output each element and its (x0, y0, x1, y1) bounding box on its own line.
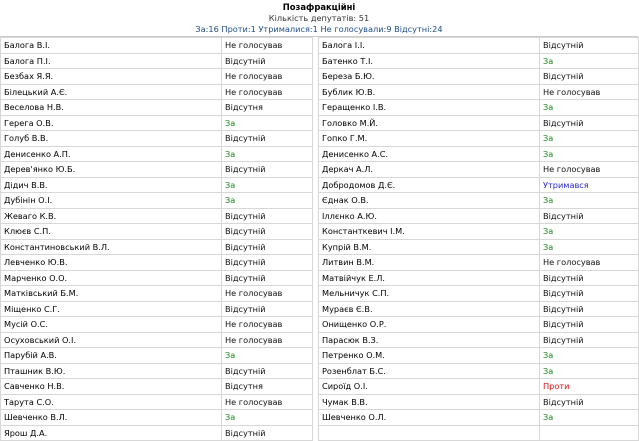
vote-result: Не голосував (222, 286, 313, 302)
deputy-name: Батенко Т.І. (319, 53, 540, 69)
deputy-name: Геращенко І.В. (319, 100, 540, 116)
deputy-name: Головко М.Й. (319, 115, 540, 131)
vote-result: Відсутній (222, 363, 313, 379)
table-row (1, 193, 639, 209)
deputy-name: Литвин В.М. (319, 255, 540, 271)
vote-result: За (540, 363, 639, 379)
table-row (1, 115, 639, 131)
deputy-name: Денисенко А.С. (319, 146, 540, 162)
table-row (1, 146, 639, 162)
table-row (1, 425, 639, 441)
vote-result: Не голосував (540, 255, 639, 271)
vote-result: Відсутній (540, 270, 639, 286)
deputy-name: Деркач А.Л. (319, 162, 540, 178)
vote-result: Відсутній (222, 425, 313, 441)
vote-result: Не голосував (222, 84, 313, 100)
deputy-name: Безбах Я.Я. (1, 69, 222, 85)
table-row (1, 131, 639, 147)
table-row (1, 84, 639, 100)
vote-result: За (540, 146, 639, 162)
vote-result: Відсутній (222, 131, 313, 147)
vote-result: За (540, 410, 639, 426)
deputy-name: Гопко Г.М. (319, 131, 540, 147)
deputy-name: Єднак О.В. (319, 193, 540, 209)
table-row (1, 224, 639, 240)
deputy-name: Дубінін О.І. (1, 193, 222, 209)
vote-result: Не голосував (222, 38, 313, 54)
table-row (1, 208, 639, 224)
vote-result: За (222, 146, 313, 162)
empty-cell (540, 425, 639, 441)
vote-result: Відсутній (540, 301, 639, 317)
vote-result: Відсутній (222, 270, 313, 286)
vote-result: Відсутній (540, 208, 639, 224)
empty-cell (319, 425, 540, 441)
vote-result: За (540, 131, 639, 147)
vote-result: Відсутній (540, 394, 639, 410)
deputy-name: Марченко О.О. (1, 270, 222, 286)
deputy-name: Мусій О.С. (1, 317, 222, 333)
table-row (1, 270, 639, 286)
vote-result: Відсутній (222, 53, 313, 69)
deputy-name: Константкевич І.М. (319, 224, 540, 240)
vote-result: Відсутній (222, 239, 313, 255)
table-row (1, 332, 639, 348)
table-row (1, 162, 639, 178)
deputy-name: Шевченко В.Л. (1, 410, 222, 426)
table-row (1, 255, 639, 271)
faction-title: Позафракційні (282, 2, 356, 12)
deputy-name: Осуховський О.І. (1, 332, 222, 348)
table-row (1, 348, 639, 364)
deputy-name: Левченко Ю.В. (1, 255, 222, 271)
vote-result: За (222, 115, 313, 131)
vote-result: Відсутня (222, 379, 313, 395)
deputy-name: Чумак В.В. (319, 394, 540, 410)
vote-result: Відсутній (222, 208, 313, 224)
vote-result: Не голосував (222, 69, 313, 85)
vote-result: Утримався (540, 177, 639, 193)
vote-result: За (540, 100, 639, 116)
deputy-name: Парубій А.В. (1, 348, 222, 364)
vote-result: Не голосував (222, 317, 313, 333)
table-row (1, 177, 639, 193)
votes-table-body (1, 38, 639, 441)
faction-header (0, 0, 638, 37)
table-row (1, 394, 639, 410)
deputy-name: Герега О.В. (1, 115, 222, 131)
deputy-name: Розенблат Б.С. (319, 363, 540, 379)
table-row (1, 301, 639, 317)
vote-result: Відсутній (540, 317, 639, 333)
vote-result: Відсутній (222, 224, 313, 240)
deputy-name: Сироїд О.І. (319, 379, 540, 395)
deputy-count: Кількість депутатів: 51 (268, 13, 370, 23)
table-row (1, 100, 639, 116)
vote-result: Відсутній (222, 301, 313, 317)
table-row (1, 379, 639, 395)
vote-result: Не голосував (540, 84, 639, 100)
deputy-name: Береза Б.Ю. (319, 69, 540, 85)
vote-result: Відсутній (540, 38, 639, 54)
vote-result: Не голосував (222, 332, 313, 348)
deputy-name: Білецький А.Є. (1, 84, 222, 100)
vote-result: Не голосував (222, 394, 313, 410)
vote-result: Відсутній (540, 115, 639, 131)
deputy-name: Матвійчук Е.Л. (319, 270, 540, 286)
deputy-name: Іллєнко А.Ю. (319, 208, 540, 224)
deputy-name: Голуб В.В. (1, 131, 222, 147)
vote-result: Відсутня (222, 100, 313, 116)
deputy-name: Купрій В.М. (319, 239, 540, 255)
vote-summary: За:16 Проти:1 Утрималися:1 Не голосували:9 Відсутні:24 (195, 24, 443, 34)
table-row (1, 286, 639, 302)
deputy-name: Балога В.І. (1, 38, 222, 54)
vote-result: За (540, 348, 639, 364)
deputy-name: Тарута С.О. (1, 394, 222, 410)
vote-result: За (540, 53, 639, 69)
table-row (1, 53, 639, 69)
table-row (1, 239, 639, 255)
vote-result: За (222, 410, 313, 426)
vote-result: Відсутній (540, 332, 639, 348)
deputy-name: Шевченко О.Л. (319, 410, 540, 426)
deputy-name: Петренко О.М. (319, 348, 540, 364)
deputy-name: Константиновський В.Л. (1, 239, 222, 255)
vote-result: За (540, 193, 639, 209)
deputy-name: Онищенко О.Р. (319, 317, 540, 333)
deputy-name: Бублик Ю.В. (319, 84, 540, 100)
deputy-name: Клюєв С.П. (1, 224, 222, 240)
vote-result: Відсутній (540, 286, 639, 302)
deputy-name: Матківський Б.М. (1, 286, 222, 302)
vote-result: Відсутній (222, 162, 313, 178)
deputy-name: Міщенко С.Г. (1, 301, 222, 317)
table-row (1, 69, 639, 85)
deputy-name: Веселова Н.В. (1, 100, 222, 116)
deputy-name: Мураєв Є.В. (319, 301, 540, 317)
deputy-name: Мельничук С.П. (319, 286, 540, 302)
deputy-name: Пташник В.Ю. (1, 363, 222, 379)
deputy-name: Савченко Н.В. (1, 379, 222, 395)
vote-result: За (222, 193, 313, 209)
vote-result: Проти (540, 379, 639, 395)
vote-result: За (540, 224, 639, 240)
deputy-name: Дерев'янко Ю.Б. (1, 162, 222, 178)
table-row (1, 38, 639, 54)
deputy-name: Парасюк В.З. (319, 332, 540, 348)
table-row (1, 317, 639, 333)
deputy-name: Балога П.І. (1, 53, 222, 69)
deputy-name: Денисенко А.П. (1, 146, 222, 162)
vote-result: Не голосував (540, 162, 639, 178)
deputy-name: Добродомов Д.Є. (319, 177, 540, 193)
deputy-name: Дідич В.В. (1, 177, 222, 193)
vote-result: За (222, 177, 313, 193)
deputy-name: Ярош Д.А. (1, 425, 222, 441)
vote-result: За (540, 239, 639, 255)
vote-result: Відсутній (540, 69, 639, 85)
deputy-name: Балога І.І. (319, 38, 540, 54)
table-row (1, 363, 639, 379)
votes-table (0, 37, 639, 441)
vote-result: Відсутній (222, 255, 313, 271)
deputy-name: Жеваго К.В. (1, 208, 222, 224)
vote-result: За (222, 348, 313, 364)
